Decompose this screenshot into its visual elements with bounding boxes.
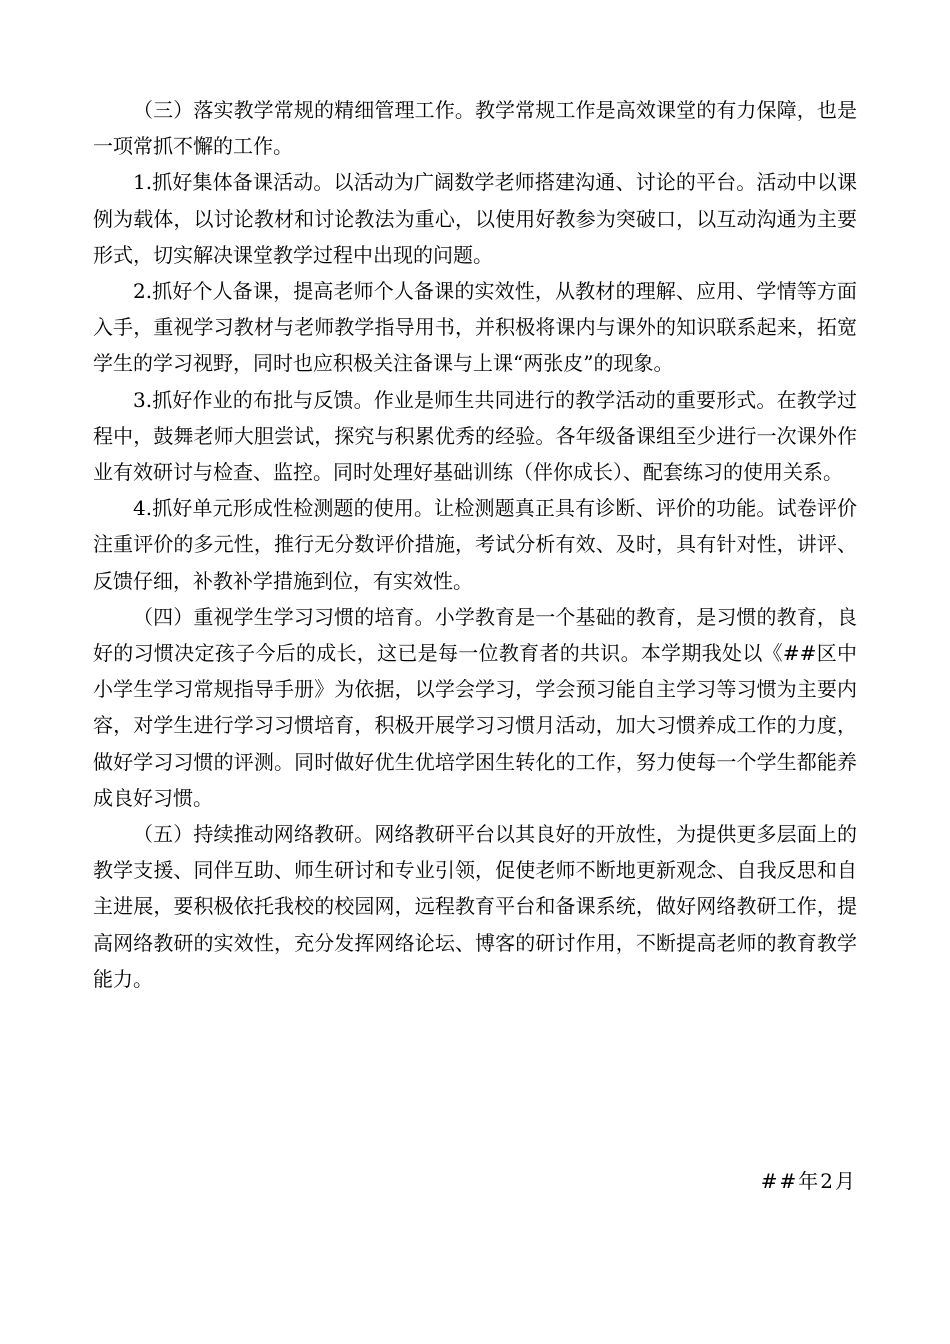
paragraph-section-4: （四）重视学生学习习惯的培育。小学教育是一个基础的教育，是习惯的教育，良好的习惯决定孩子今后的成长，这已是每一位教育者的共识。本学期我处以《##区中小学生学习常规指导手册》为依据，以学会学习，学会预习能自主学习等习惯为主要内容，对学生进行学习习惯培育，积极开展学习习惯月活动，加大习惯养成工作的力度，做好学习习惯的评测。同时做好优生优培学困生转化的工作，努力使每一个学生都能养成良好习惯。 bbox=[93, 604, 857, 810]
signature-date: ##年2月 bbox=[760, 1169, 857, 1193]
paragraph-section-5: （五）持续推动网络教研。网络教研平台以其良好的开放性，为提供更多层面上的教学支援、同伴互助、师生研讨和专业引领，促使老师不断地更新观念、自我反思和自主进展，要积极依托我校的校园网，远程教育平台和备课系统，做好网络教研工作，提高网络教研的实效性，充分发挥网络论坛、博客的研讨作用，不断提高老师的教育教学能力。 bbox=[93, 822, 857, 991]
paragraph-item-2: 2.抓好个人备课，提高老师个人备课的实效性，从教材的理解、应用、学情等方面入手，重视学习教材与老师教学指导用书，并积极将课内与课外的知识联系起来，拓宽学生的学习视野，同时也应积极关注备课与上课“两张皮”的现象。 bbox=[93, 279, 857, 376]
document-body bbox=[93, 92, 857, 997]
paragraph-item-3: 3.抓好作业的布批与反馈。作业是师生共同进行的教学活动的重要形式。在教学过程中，鼓舞老师大胆尝试，探究与积累优秀的经验。各年级备课组至少进行一次课外作业有效研讨与检查、监控。同时处理好基础训练（伴你成长）、配套练习的使用关系。 bbox=[93, 387, 857, 485]
paragraph-section-3: （三）落实教学常规的精细管理工作。教学常规工作是高效课堂的有力保障，也是一项常抓不懈的工作。 bbox=[93, 98, 857, 159]
paragraph-item-1: 1.抓好集体备课活动。以活动为广阔数学老师搭建沟通、讨论的平台。活动中以课例为载体，以讨论教材和讨论教法为重心，以使用好教参为突破口，以互动沟通为主要形式，切实解决课堂教学过程中出现的问题。 bbox=[93, 170, 857, 267]
paragraph-item-4: 4.抓好单元形成性检测题的使用。让检测题真正具有诊断、评价的功能。试卷评价注重评价的多元性，推行无分数评价措施，考试分析有效、及时，具有针对性，讲评、反馈仔细，补教补学措施到位，有实效性。 bbox=[93, 496, 857, 593]
